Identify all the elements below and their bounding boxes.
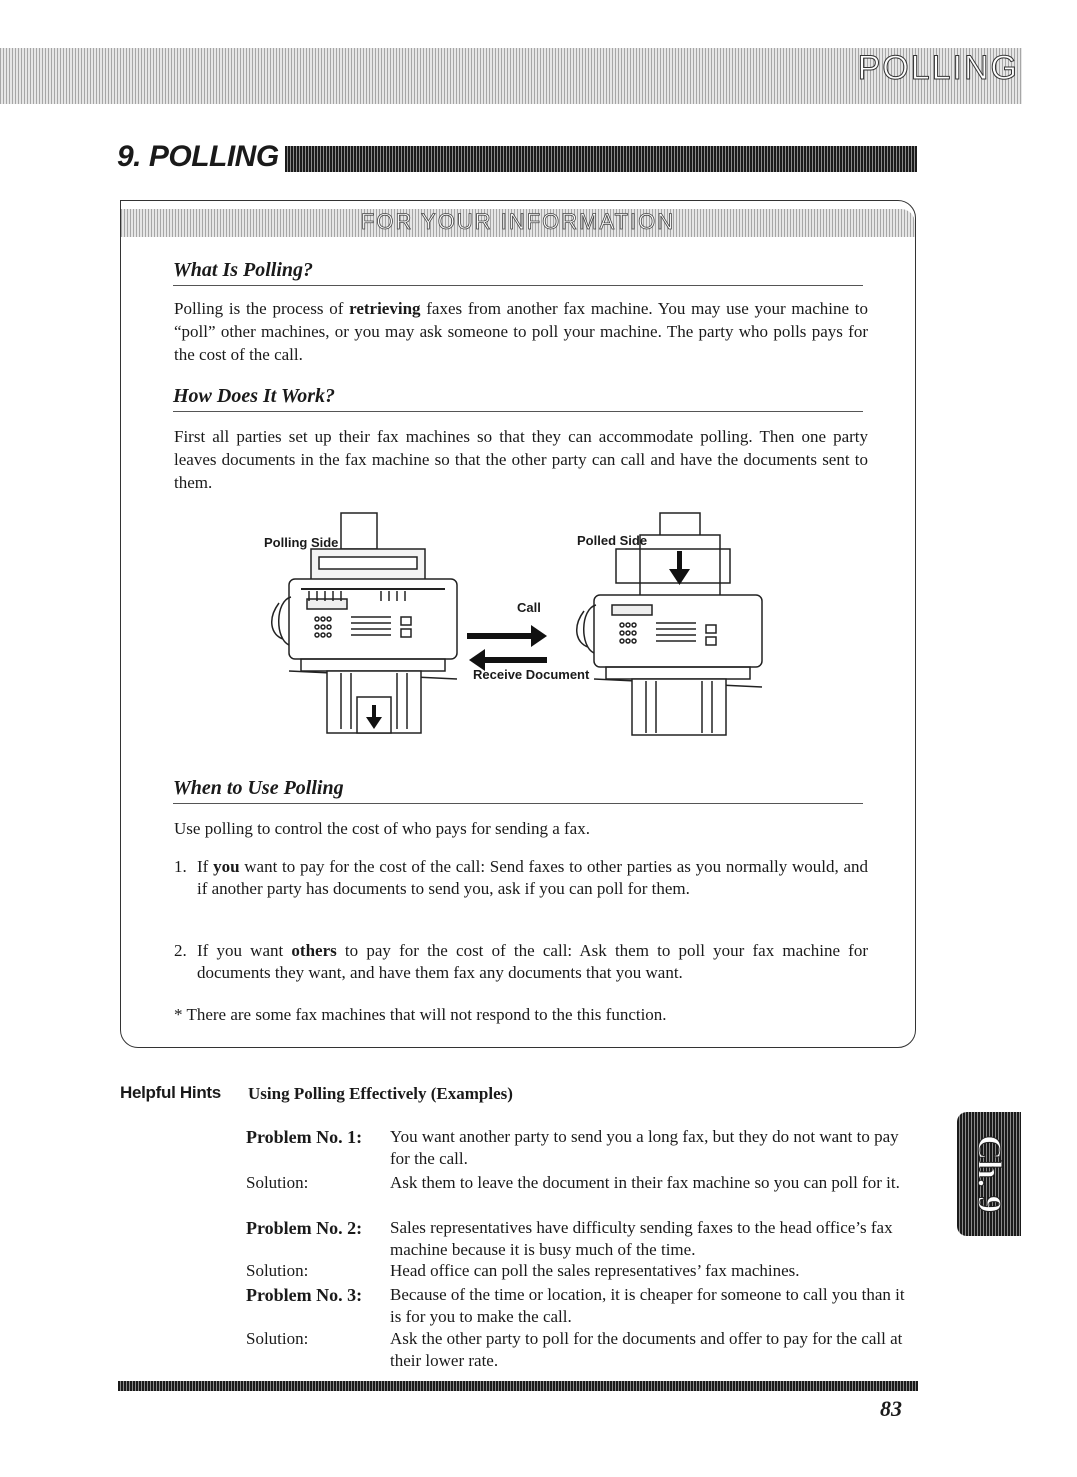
solution-label: Solution: xyxy=(246,1261,309,1280)
page-number: 83 xyxy=(880,1396,902,1421)
list-item xyxy=(174,940,868,984)
problem-row xyxy=(246,1217,918,1261)
info-box-title: FOR YOUR INFORMATION xyxy=(360,209,676,234)
problem-label: Problem No. 3: xyxy=(246,1285,363,1305)
list-item xyxy=(174,856,868,900)
info-box xyxy=(120,200,916,1048)
call-arrow-icon xyxy=(467,625,547,647)
solution-label: Solution: xyxy=(246,1173,309,1192)
footer-bar xyxy=(118,1381,918,1391)
polling-side-label: Polling Side xyxy=(264,535,339,550)
problem-text: Sales representatives have difficulty sending faxes to the head office’s fax machine because it is busy much of the time. xyxy=(390,1218,893,1259)
solution-text: Ask them to leave the document in their fax machine so you can poll for it. xyxy=(390,1173,900,1192)
how-works-heading: How Does It Work? xyxy=(173,385,863,412)
call-label: Call xyxy=(517,600,541,615)
heading-bar xyxy=(285,146,917,172)
solution-text: Ask the other party to poll for the documents and offer to pay for the call at their lower rate. xyxy=(390,1329,903,1370)
solution-text: Head office can poll the sales representatives’ fax machines. xyxy=(390,1261,800,1280)
solution-row xyxy=(246,1260,918,1282)
problem-label: Problem No. 2: xyxy=(246,1218,363,1238)
solution-row xyxy=(246,1172,918,1194)
polled-side-label: Polled Side xyxy=(577,533,648,548)
polling-diagram xyxy=(261,509,781,749)
problem-text: Because of the time or location, it is cheaper for someone to call you than it is for you to make the call. xyxy=(390,1285,905,1326)
what-is-text: Polling is the process of retrieving faxes from another fax machine. You may use your machine to “poll” other machines, or you may ask someone to poll your machine. The party who polls pays for the cost of the call. xyxy=(174,299,868,364)
list-item-text: If you want to pay for the cost of the call: Send faxes to other parties as you normally would, and if another party has documents to send you, ask if you can poll for them. xyxy=(197,857,868,898)
helpful-hints-label: Helpful Hints xyxy=(120,1083,221,1102)
problem-text: You want another party to send you a long fax, but they do not want to pay for the call. xyxy=(390,1127,899,1168)
header-band-title: POLLING xyxy=(857,49,1019,87)
footnote: * There are some fax machines that will not respond to the this function. xyxy=(174,1005,667,1024)
problem-row xyxy=(246,1284,918,1328)
chapter-tab-label-wrap xyxy=(957,1112,1021,1236)
when-use-heading: When to Use Polling xyxy=(173,777,863,804)
problem-row xyxy=(246,1126,918,1170)
chapter-tab-label: Ch. 9 xyxy=(971,1135,1008,1213)
list-item-number: 1. xyxy=(174,857,187,876)
when-use-intro: Use polling to control the cost of who pays for sending a fax. xyxy=(174,819,590,838)
list-item-number: 2. xyxy=(174,941,187,960)
chapter-heading: 9. POLLING xyxy=(117,140,279,173)
problem-label: Problem No. 1: xyxy=(246,1127,363,1147)
solution-label: Solution: xyxy=(246,1329,309,1348)
what-is-heading: What Is Polling? xyxy=(173,259,863,286)
receive-document-label: Receive Document xyxy=(473,667,590,682)
helpful-hints-title: Using Polling Effectively (Examples) xyxy=(248,1084,513,1103)
how-works-text: First all parties set up their fax machines so that they can accommodate polling. Then one party leaves documents in the fax machine so that the other party can call and have the documents sent to them. xyxy=(174,427,868,492)
solution-row xyxy=(246,1328,918,1372)
list-item-text: If you want others to pay for the cost of the call: Ask them to poll your fax machine for documents they want, and have them fax any documents that you want. xyxy=(197,941,868,982)
